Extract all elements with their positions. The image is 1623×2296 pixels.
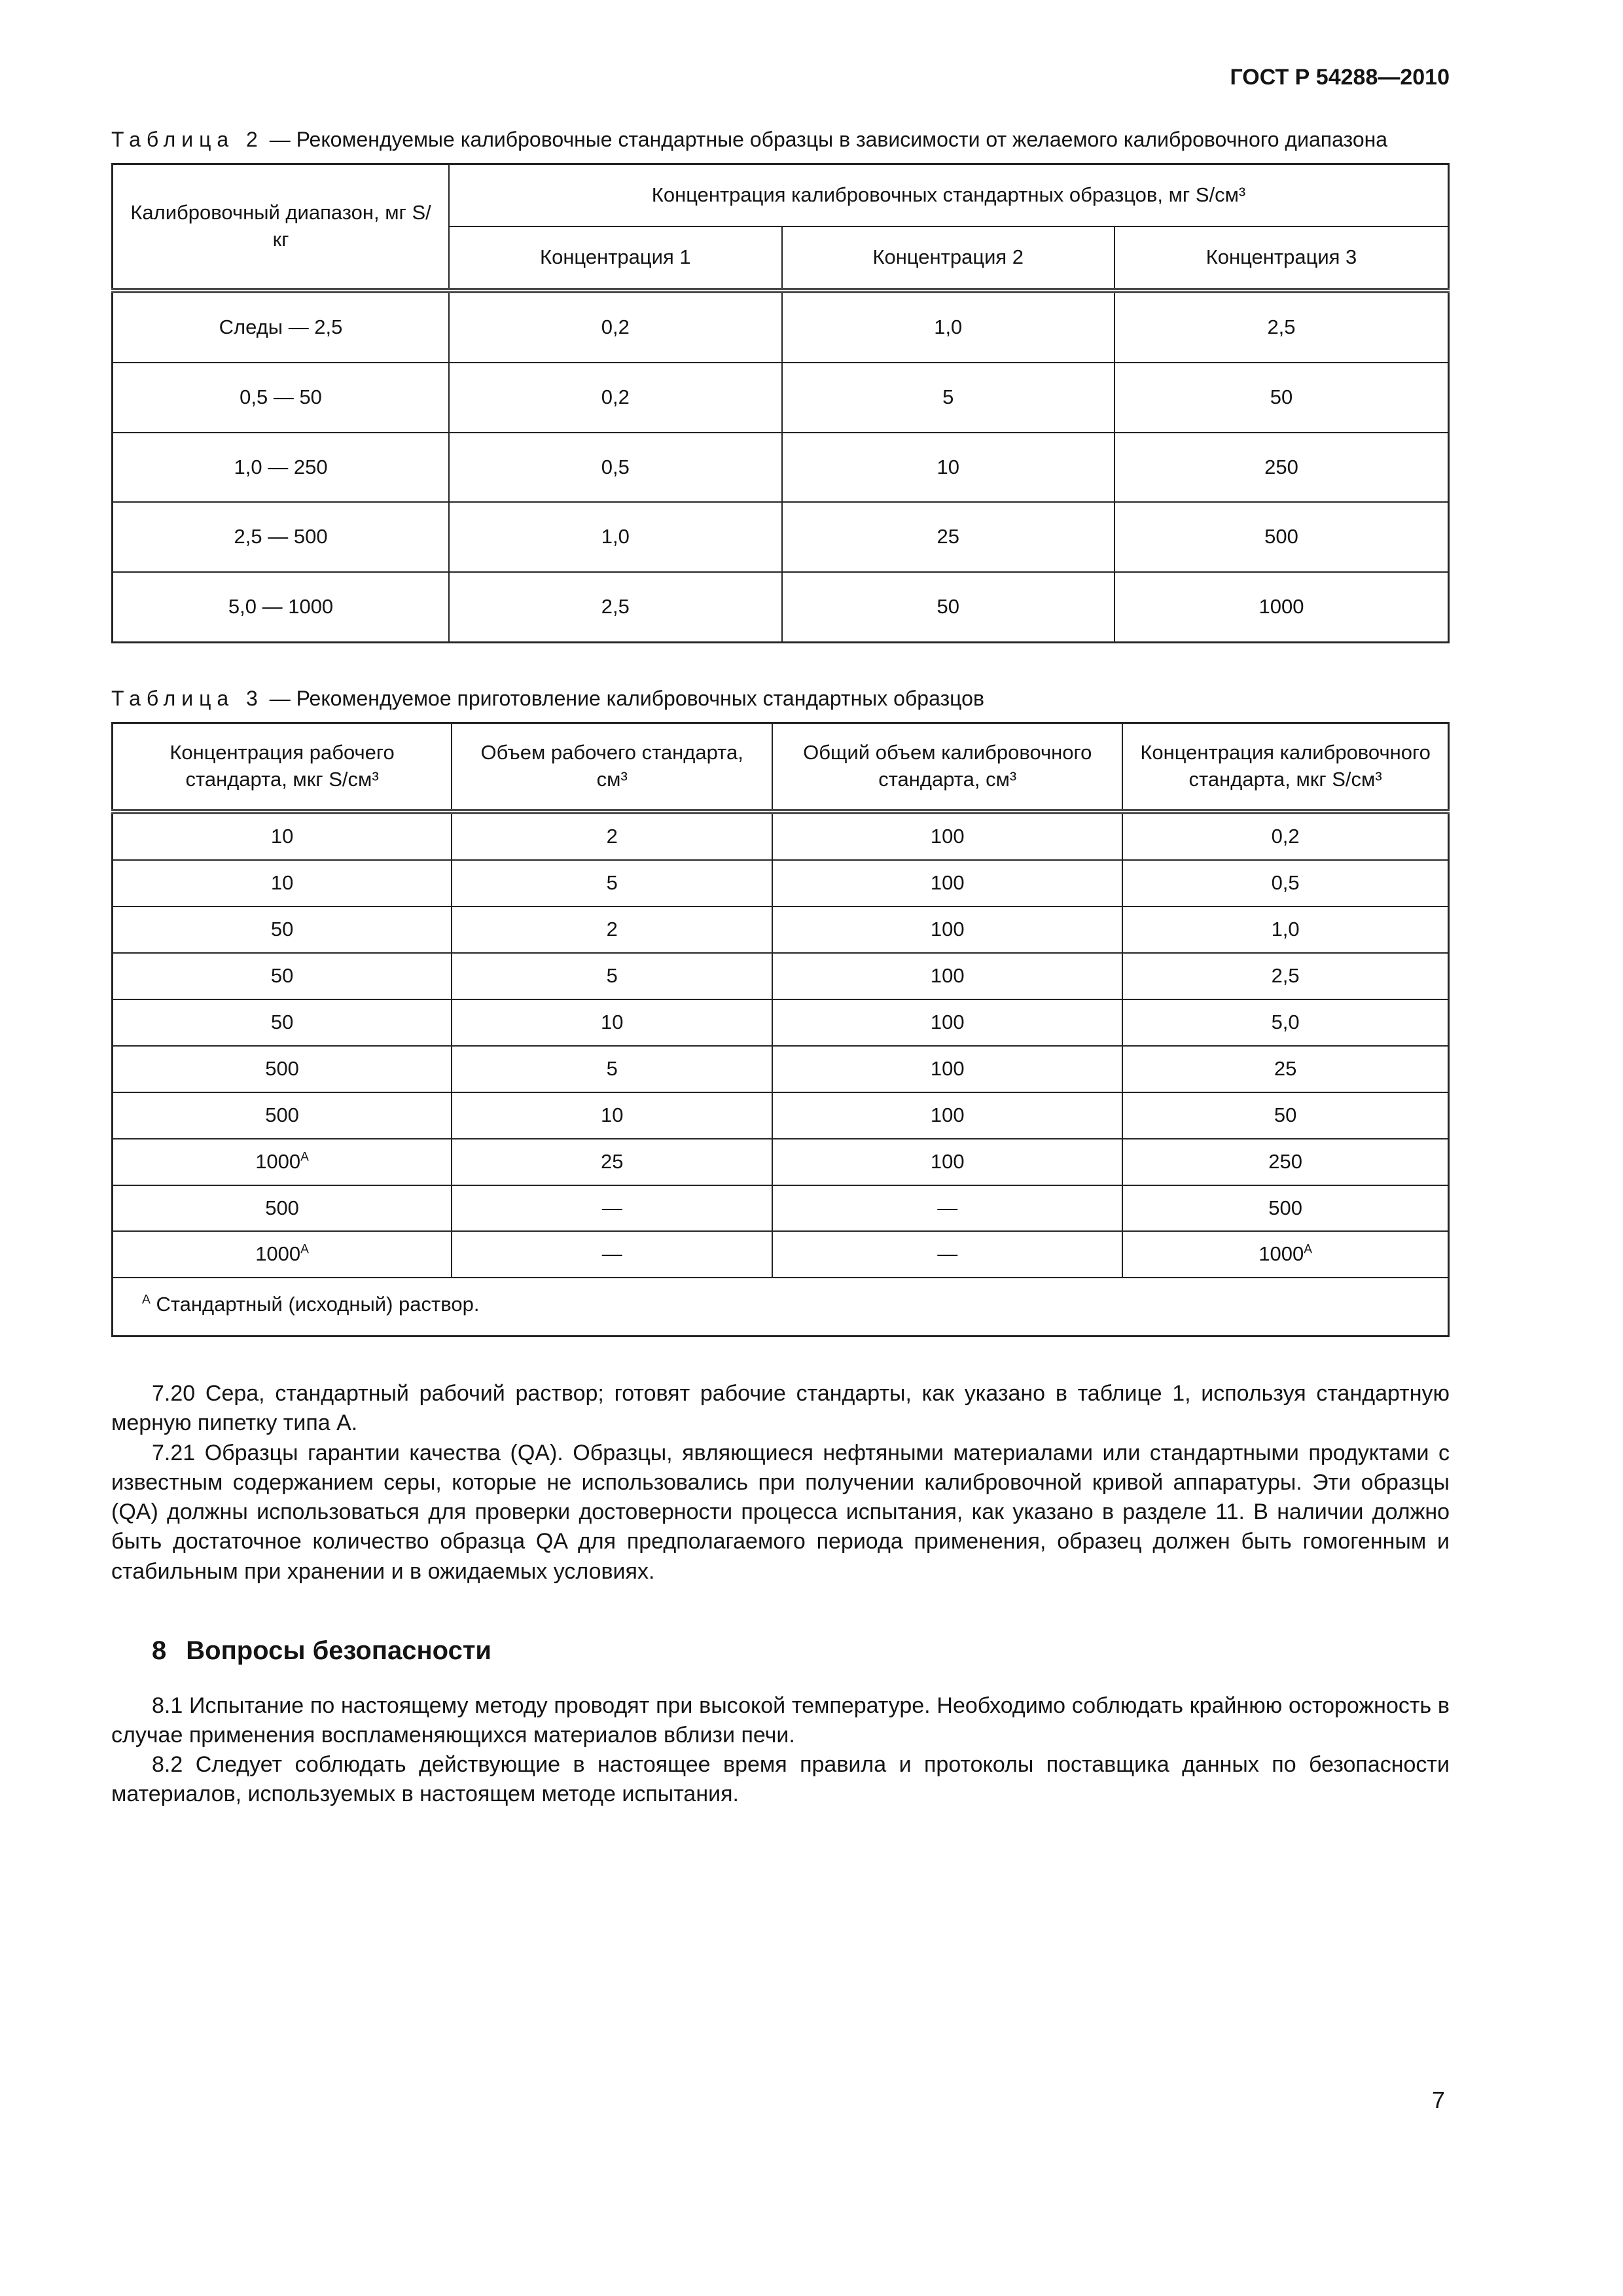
table-row — [113, 860, 1449, 906]
table-row — [113, 1092, 1449, 1139]
table-cell: — — [772, 1231, 1122, 1278]
table-row — [113, 291, 1449, 363]
table-cell: — — [772, 1185, 1122, 1232]
table-cell: 50 — [113, 906, 452, 953]
table-row — [113, 433, 1449, 503]
superscript-marker: А — [300, 1243, 309, 1257]
table-cell: $1000^А$ — [113, 1231, 452, 1278]
paragraph-8-1: 8.1 Испытание по настоящему методу проводят при высокой температуре. Необходимо соблюдать крайнюю осторожность в случае применения воспламеняющихся материалов вблизи печи. — [111, 1693, 1450, 1748]
table-cell: $1000^А$ — [1122, 1231, 1448, 1278]
table-cell: — — [452, 1231, 772, 1278]
footnote-marker: А — [142, 1293, 151, 1307]
table-header-row — [113, 723, 1449, 812]
table-cell: 250 — [1122, 1139, 1448, 1185]
table-2-calibration-ranges — [111, 163, 1450, 643]
table-row — [113, 1185, 1449, 1232]
table-cell: 1,0 — [449, 502, 781, 572]
table-cell: 25 — [782, 502, 1115, 572]
table-cell: 1,0 — [782, 291, 1115, 363]
table-footnote-row — [113, 1278, 1449, 1336]
table-row — [113, 953, 1449, 999]
table-cell: 5 — [452, 860, 772, 906]
table3-header-total-volume: Общий объем калибровочного стандарта, см³ — [772, 723, 1122, 812]
table-cell: 50 — [1115, 363, 1449, 433]
table-cell: 10 — [113, 812, 452, 860]
table-cell: 2,5 — [1115, 291, 1449, 363]
table-cell: 500 — [113, 1046, 452, 1092]
table-cell: 0,2 — [449, 363, 781, 433]
table-cell: 100 — [772, 999, 1122, 1046]
table-cell: 100 — [772, 1046, 1122, 1092]
table-header-row — [113, 164, 1449, 226]
table-cell: 100 — [772, 812, 1122, 860]
table2-header-conc2: Концентрация 2 — [782, 226, 1115, 291]
table2-header-range: Калибровочный диапазон, мг S/кг — [113, 164, 450, 290]
table-row — [113, 363, 1449, 433]
table-cell: 1000 — [1115, 572, 1449, 642]
footnote-text: Стандартный (исходный) раствор. — [156, 1293, 480, 1316]
paragraph-7-20: 7.20 Сера, стандартный рабочий раствор; готовят рабочие стандарты, как указано в таблице 1, используя стандартную мерную пипетку типа А. — [111, 1381, 1450, 1436]
table-cell: 0,5 — [1122, 860, 1448, 906]
table-cell: 25 — [1122, 1046, 1448, 1092]
paragraph-7-21: 7.21 Образцы гарантии качества (QA). Образцы, являющиеся нефтяными материалами или стандартными продуктами с известным содержанием серы, которые не использовались при получении калибровочной кривой аппаратуры. Эти образцы (QA) должны использоваться для проверки достоверности процесса испытания, как указано в разделе 11. В наличии должно быть достаточное количество образца QA для предполагаемого периода применения, образец должен быть гомогенным и стабильным при хранении и в ожидаемых условиях. — [111, 1440, 1450, 1584]
table-cell: 100 — [772, 1092, 1122, 1139]
table-cell: $1000^А$ — [113, 1139, 452, 1185]
table-cell: 1,0 — [1122, 906, 1448, 953]
table-cell: 5,0 — [1122, 999, 1448, 1046]
table3-header-cal-conc: Концентрация калибровочного стандарта, мкг S/см³ — [1122, 723, 1448, 812]
table-cell: 5 — [782, 363, 1115, 433]
table-row — [113, 502, 1449, 572]
table-cell: 5,0 — 1000 — [113, 572, 450, 642]
table-3-preparation — [111, 722, 1450, 1337]
table-row — [113, 1046, 1449, 1092]
table-cell: 500 — [113, 1092, 452, 1139]
table-row — [113, 572, 1449, 642]
table-cell: 10 — [113, 860, 452, 906]
table3-caption-text: — Рекомендуемое приготовление калибровочных стандартных образцов — [269, 687, 984, 711]
table3-footnote — [113, 1278, 1449, 1336]
table-cell: 0,5 — 50 — [113, 363, 450, 433]
table3-caption — [111, 684, 1450, 713]
table-cell: 5 — [452, 1046, 772, 1092]
page-number: 7 — [1431, 2087, 1445, 2113]
table-cell: 1,0 — 250 — [113, 433, 450, 503]
table-row — [113, 906, 1449, 953]
table-cell: 500 — [1115, 502, 1449, 572]
table2-header-conc3: Концентрация 3 — [1115, 226, 1449, 291]
table-cell: 2 — [452, 812, 772, 860]
paragraph-8-2: 8.2 Следует соблюдать действующие в настоящее время правила и протоколы поставщика данных по безопасности материалов, используемых в настоящем методе испытания. — [111, 1752, 1450, 1807]
table-cell: 50 — [1122, 1092, 1448, 1139]
table-cell: 500 — [1122, 1185, 1448, 1232]
table-cell: 50 — [113, 953, 452, 999]
table-cell: — — [452, 1185, 772, 1232]
table-cell: 100 — [772, 906, 1122, 953]
table-cell: 50 — [782, 572, 1115, 642]
superscript-marker: А — [300, 1150, 309, 1164]
table2-caption-text: — Рекомендуемые калибровочные стандартные образцы в зависимости от желаемого калибровочного диапазона — [269, 127, 1388, 151]
table-row — [113, 812, 1449, 860]
table3-caption-label: Таблица 3 — [111, 687, 264, 711]
table2-header-group: Концентрация калибровочных стандартных образцов, мг S/см³ — [449, 164, 1448, 226]
table-row — [113, 1139, 1449, 1185]
table-cell: 25 — [452, 1139, 772, 1185]
table-cell: 250 — [1115, 433, 1449, 503]
table-cell: 0,5 — [449, 433, 781, 503]
table3-header-working-volume: Объем рабочего стандарта, см³ — [452, 723, 772, 812]
table-row — [113, 999, 1449, 1046]
table-row — [113, 1231, 1449, 1278]
table2-header-conc1: Концентрация 1 — [449, 226, 781, 291]
table-cell: 2,5 — 500 — [113, 502, 450, 572]
table-cell: 0,2 — [1122, 812, 1448, 860]
table-cell: 0,2 — [449, 291, 781, 363]
table2-caption-label: Таблица 2 — [111, 127, 264, 151]
table-cell: 500 — [113, 1185, 452, 1232]
table-cell: 10 — [782, 433, 1115, 503]
table-cell: 2 — [452, 906, 772, 953]
table2-caption — [111, 125, 1450, 154]
table-cell: Следы — 2,5 — [113, 291, 450, 363]
table-cell: 100 — [772, 860, 1122, 906]
table-cell: 5 — [452, 953, 772, 999]
section-8-heading — [152, 1635, 1450, 1666]
superscript-marker: А — [1304, 1243, 1312, 1257]
table-cell: 100 — [772, 953, 1122, 999]
section-8-number: 8 — [152, 1636, 167, 1665]
section-8-title: Вопросы безопасности — [186, 1636, 492, 1665]
table-cell: 100 — [772, 1139, 1122, 1185]
table3-header-working-conc: Концентрация рабочего стандарта, мкг S/см³ — [113, 723, 452, 812]
table-cell: 50 — [113, 999, 452, 1046]
table-cell: 10 — [452, 999, 772, 1046]
table-cell: 2,5 — [449, 572, 781, 642]
table-cell: 2,5 — [1122, 953, 1448, 999]
table-cell: 10 — [452, 1092, 772, 1139]
doc-number: ГОСТ Р 54288—2010 — [1230, 65, 1450, 90]
